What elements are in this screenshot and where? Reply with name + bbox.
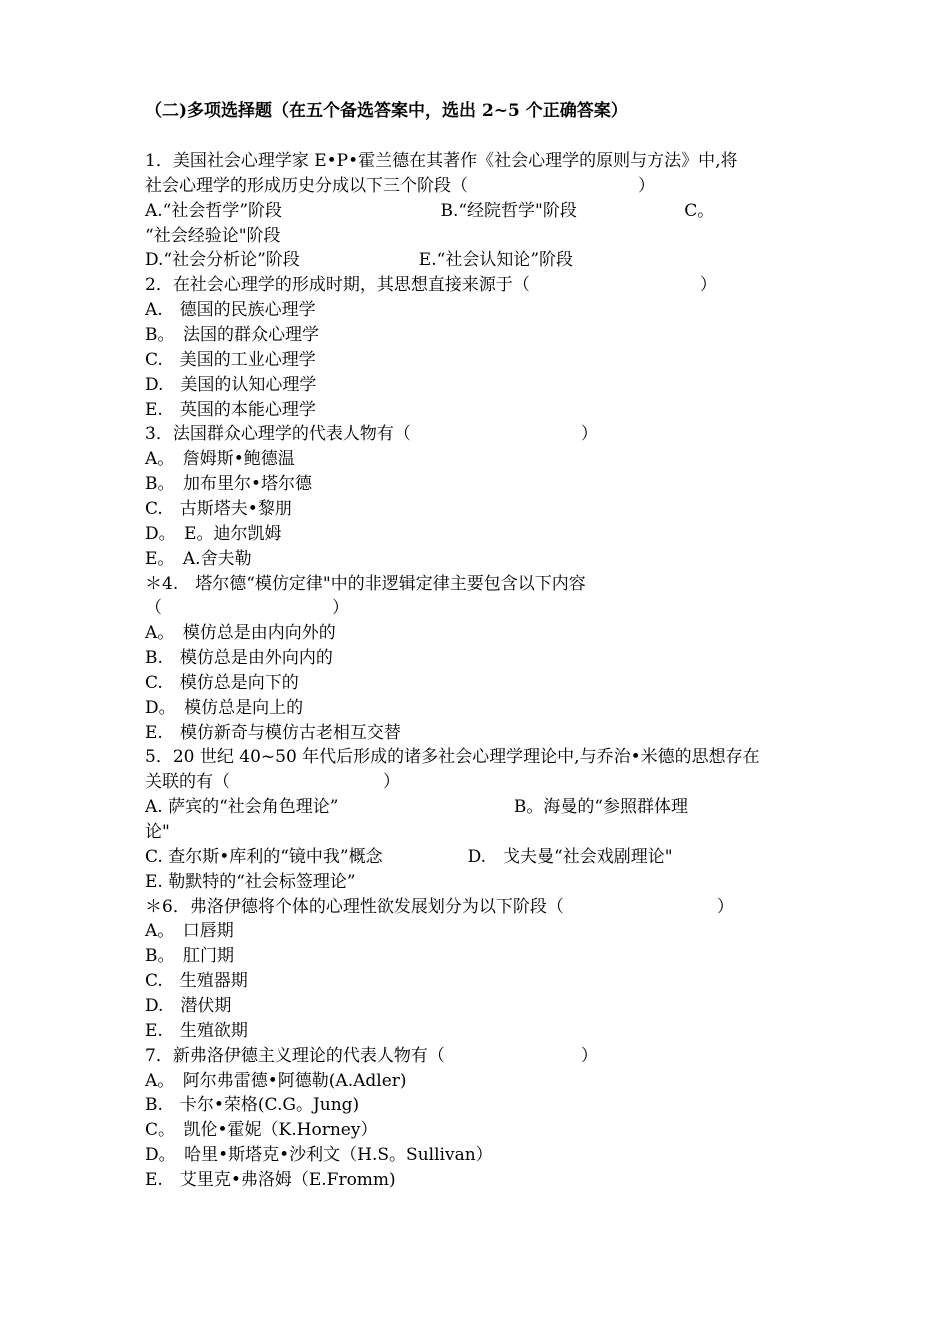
text-line: 关联的有（ ） xyxy=(145,772,400,793)
text-line: C. 生殖器期 xyxy=(145,971,248,992)
text-line: C. 美国的工业心理学 xyxy=(145,349,316,370)
text-line: 5．20 世纪 40~50 年代后形成的诸多社会心理学理论中,与乔治•米德的思想存在 xyxy=(145,747,760,768)
text-line: 7．新弗洛伊德主义理论的代表人物有（ ） xyxy=(145,1045,598,1066)
text-line: C. 模仿总是向下的 xyxy=(145,672,299,693)
text-line: E. 艾里克•弗洛姆（E.Fromm) xyxy=(145,1169,396,1190)
text-line: D. 美国的认知心理学 xyxy=(145,374,317,395)
text-line: B。 法国的群众心理学 xyxy=(145,325,319,345)
section-heading: （二)多项选择题（在五个备选答案中，选出 2~5 个正确答案） xyxy=(145,101,628,121)
text-line: A。 模仿总是由内向外的 xyxy=(145,623,336,644)
text-line: 社会心理学的形成历史分成以下三个阶段（ ） xyxy=(145,175,655,196)
text-line: D. 潜伏期 xyxy=(145,995,232,1016)
text-line: （ ） xyxy=(145,598,349,619)
text-line: 2．在社会心理学的形成时期，其思想直接来源于（ ） xyxy=(145,275,717,296)
text-line: D。 模仿总是向上的 xyxy=(145,697,304,718)
text-line: B。 肛门期 xyxy=(145,946,234,967)
text-line: B. 模仿总是由外向内的 xyxy=(145,648,333,668)
text-line: E. 勒默特的“社会标签理论” xyxy=(145,871,356,892)
text-line: A. 萨宾的“社会角色理论” B。海曼的“参照群体理 xyxy=(145,797,689,818)
text-line: ＊6．弗洛伊德将个体的心理性欲发展划分为以下阶段（ ） xyxy=(145,896,734,917)
text-line: B. 卡尔•荣格(C.G。Jung) xyxy=(145,1095,360,1116)
text-line: A。 詹姆斯•鲍德温 xyxy=(145,449,295,470)
text-line: “社会经验论"阶段 xyxy=(145,225,281,246)
text-line: D。 哈里•斯塔克•沙利文（H.S。Sullivan） xyxy=(145,1145,493,1165)
text-line: E. 英国的本能心理学 xyxy=(145,399,316,420)
text-line: 1．美国社会心理学家 E•P•霍兰德在其著作《社会心理学的原则与方法》中,将 xyxy=(145,151,738,171)
text-line: C。 凯伦•霍妮（K.Horney） xyxy=(145,1120,378,1141)
text-line: C. 古斯塔夫•黎朋 xyxy=(145,498,292,519)
text-line: ＊4. 塔尔德“模仿定律"中的非逻辑定律主要包含以下内容 xyxy=(145,573,586,594)
text-line: B。 加布里尔•塔尔德 xyxy=(145,474,313,495)
text-line: D.“社会分析论”阶段 E.“社会认知论”阶段 xyxy=(145,250,574,271)
text-line: A。 口唇期 xyxy=(145,921,234,942)
text-line: A。 阿尔弗雷德•阿德勒(A.Adler) xyxy=(145,1070,407,1091)
text-line: E。 A.舍夫勒 xyxy=(145,548,252,569)
text-line: 论" xyxy=(145,822,170,842)
text-line: C. 查尔斯•库利的“镜中我”概念 D. 戈夫曼“社会戏剧理论" xyxy=(145,846,673,867)
text-line: 3．法国群众心理学的代表人物有（ ） xyxy=(145,424,598,445)
text-line: E. 模仿新奇与模仿古老相互交替 xyxy=(145,722,401,743)
text-line: A.“社会哲学”阶段 B.“经院哲学"阶段 C。 xyxy=(145,200,715,221)
text-line: D。 E。迪尔凯姆 xyxy=(145,523,282,544)
text-line: A. 德国的民族心理学 xyxy=(145,300,316,321)
text-line: E. 生殖欲期 xyxy=(145,1020,248,1041)
